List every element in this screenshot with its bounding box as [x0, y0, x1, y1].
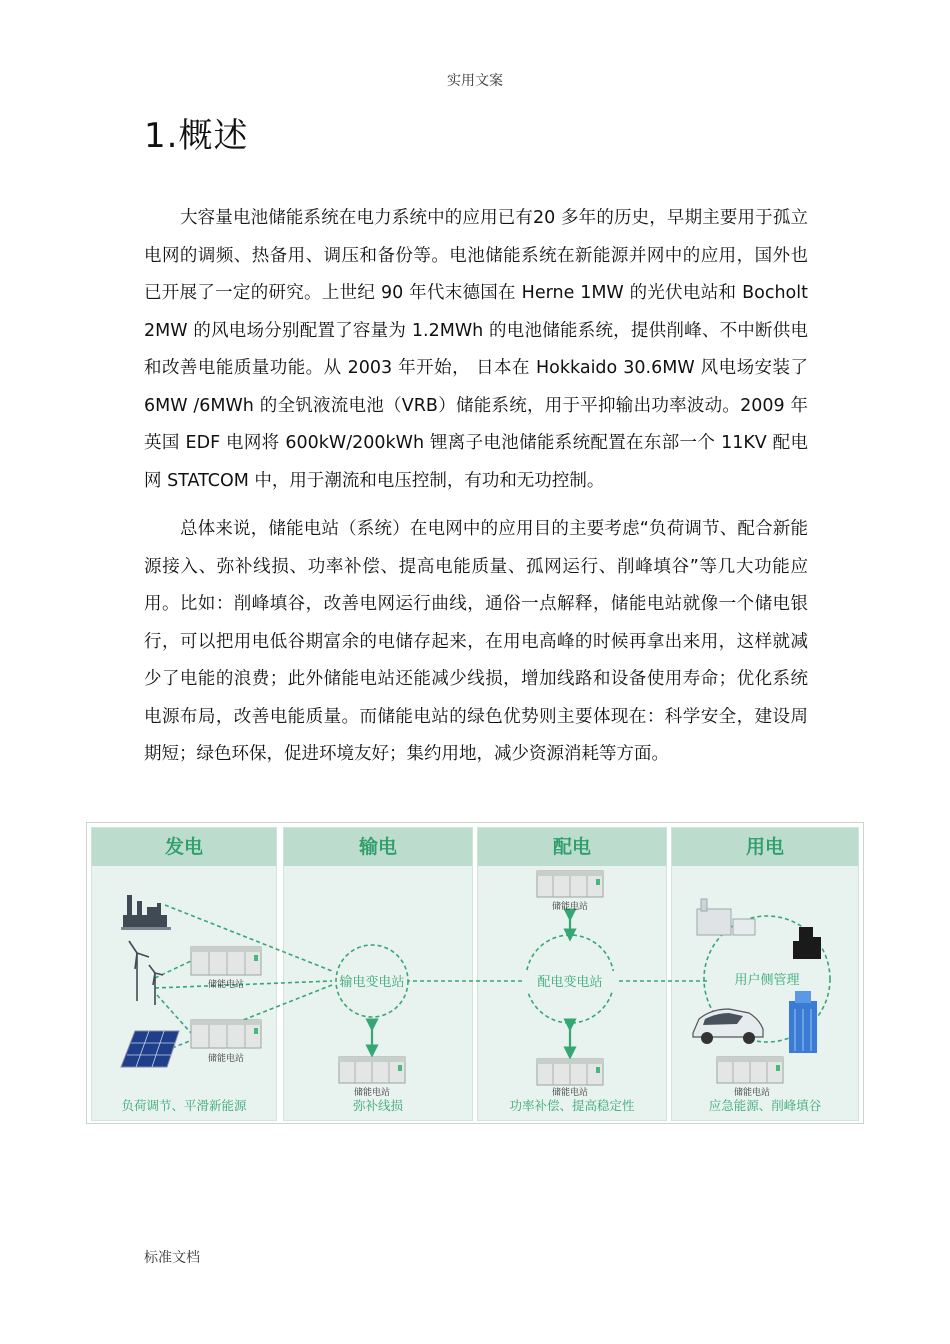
column-title: 配电 — [478, 828, 666, 866]
storage-unit-icon — [537, 871, 603, 897]
column-caption: 弥补线损 — [352, 1098, 403, 1113]
storage-unit-label: 储能电站 — [353, 1088, 391, 1098]
solar-panel-icon — [121, 1031, 179, 1067]
hub-transmission-label: 输电变电站 — [339, 975, 405, 990]
storage-unit-label: 储能电站 — [733, 1088, 771, 1098]
page-header: 实用文案 — [447, 73, 503, 89]
storage-unit-icon — [191, 1020, 261, 1048]
hub-distribution-label: 配电变电站 — [537, 975, 603, 990]
storage-unit-label: 储能电站 — [551, 902, 589, 912]
page-footer: 标准文档 — [144, 1250, 200, 1266]
storage-unit-label: 储能电站 — [207, 980, 245, 990]
column-title: 输电 — [284, 828, 472, 866]
column-title: 用电 — [672, 828, 858, 866]
factory-icon — [121, 895, 171, 930]
section-title: 1.概述 — [144, 116, 249, 156]
storage-unit-icon — [537, 1059, 603, 1085]
storage-unit-icon — [191, 947, 261, 975]
storage-unit-icon — [339, 1057, 405, 1083]
hub-consumer-label: 用户侧管理 — [734, 973, 800, 988]
office-tower-icon — [793, 927, 821, 959]
storage-unit-label: 储能电站 — [207, 1054, 245, 1064]
column-caption: 负荷调节、平滑新能源 — [121, 1098, 247, 1113]
building-icon — [697, 899, 755, 935]
paragraph-2: 总体来说，储能电站（系统）在电网中的应用目的主要考虑“负荷调节、配合新能源接入、弥补线损、功率补偿、提高电能质量、孤网运行、削峰填谷”等几大功能应用。比如：削峰填谷，改善电网运行曲线，通俗一点解释，储能电站就像一个储电银行，可以把用电低谷期富余的电储存起来，在用电高峰的时候再拿出来用，这样就减少了电能的浪费；此外储能电站还能减少线损，增加线路和设备使用寿命；优化系统电源布局，改善电能质量。而储能电站的绿色优势则主要体现在：科学安全，建设周期短；绿色环保，促进环境友好；集约用地，减少资源消耗等方面。 — [144, 519, 808, 764]
column-title: 发电 — [92, 828, 276, 866]
diagram-overlay — [87, 823, 863, 1123]
paragraph-1: 大容量电池储能系统在电力系统中的应用已有20 多年的历史，早期主要用于孤立电网的调频、热备用、调压和备份等。电池储能系统在新能源并网中的应用，国外也已开展了一定的研究。上世纪 90 年代末德国在 Herne 1MW 的光伏电站和 Bocholt 2MW 的风电场分别配置了容量为 1.2MWh 的电池储能系统，提供削峰、不中断供电和改善电能质量功能。从 2003 年开始， 日本在 Hokkaido 30.6MW 风电场安装了 6MW /6MWh 的全钒液流电池（VRB）储能系统，用于平抑输出功率波动。2009 年英国 EDF 电网将 600kW/200kWh 锂离子电池储能系统配置在东部一个 11KV 配电网 STATCOM 中，用于潮流和电压控制，有功和无功控制。 — [144, 208, 808, 491]
column-caption: 功率补偿、提高稳定性 — [509, 1098, 635, 1113]
energy-storage-diagram — [86, 822, 864, 1124]
storage-unit-icon — [717, 1057, 783, 1083]
office-tower-icon — [789, 991, 817, 1053]
storage-unit-label: 储能电站 — [551, 1088, 589, 1098]
column-caption: 应急能源、削峰填谷 — [708, 1098, 822, 1113]
car-icon — [693, 1009, 763, 1044]
